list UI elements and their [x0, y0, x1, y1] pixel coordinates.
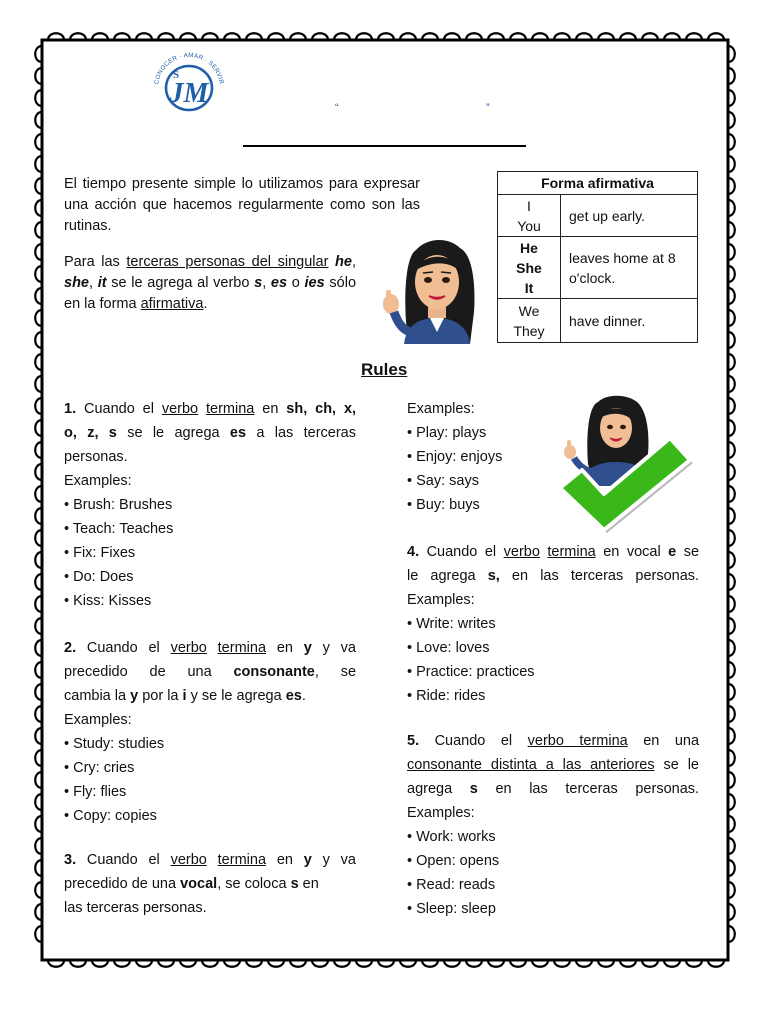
list-item: • Write: writes	[407, 616, 496, 632]
list-item: • Do: Does	[64, 569, 134, 585]
avatar-thumbs-up-with-check	[558, 394, 698, 534]
list-item: • Say: says	[407, 473, 479, 489]
title-open-quote: “	[335, 102, 339, 114]
table-row	[498, 299, 698, 343]
logo-monogram: JM	[169, 78, 209, 109]
phrase-cell: have dinner.	[561, 299, 698, 343]
list-item: • Ride: rides	[407, 688, 486, 704]
list-item: • Kiss: Kisses	[64, 593, 152, 609]
pronoun-cell: I You	[498, 195, 561, 237]
pronoun-cell: We They	[498, 299, 561, 343]
title-close-quote: ”	[486, 102, 490, 114]
affirmative-form-table	[497, 171, 698, 343]
list-item: • Practice: practices	[407, 664, 535, 680]
list-item: • Brush: Brushes	[64, 497, 173, 513]
list-item: • Love: loves	[407, 640, 490, 656]
rule-4: 4. Cuando el verbo termina en vocal e se le agrega s, en las terceras personas. Examples: • Write: writes • Love: loves • Practice: practices • Ride: rides	[407, 540, 699, 708]
list-item: • Copy: copies	[64, 808, 157, 824]
table-row	[498, 237, 698, 299]
rule-3: 3. Cuando el verbo termina en y y va precedido de una vocal, se coloca s en las terceras personas.	[64, 852, 356, 916]
list-item: • Read: reads	[407, 877, 496, 893]
list-item: • Teach: Teaches	[64, 521, 174, 537]
affirmative-word: afirmativa	[140, 296, 204, 312]
list-item: • Fix: Fixes	[64, 545, 136, 561]
list-item: • Sleep: sleep	[407, 901, 496, 917]
list-item: • Work: works	[407, 829, 496, 845]
list-item: • Study: studies	[64, 736, 165, 752]
rules-heading: Rules	[361, 360, 408, 379]
list-item: • Play: plays	[407, 425, 487, 441]
list-item: • Fly: flies	[64, 784, 127, 800]
rule-2: 2. Cuando el verbo termina en y y va precedido de una consonante, se cambia la y por la i y se le agrega es. Examples: • Study: studies • Cry: cries • Fly: flies • Copy: copies	[64, 636, 356, 828]
list-item: • Buy: buys	[407, 497, 480, 513]
phrase-cell: get up early.	[561, 195, 698, 237]
rule-3-examples: Examples: • Play: plays • Enjoy: enjoys • Say: says • Buy: buys	[407, 397, 557, 517]
logo-small-mark: S	[172, 69, 180, 81]
pronoun-cell: He She It	[498, 237, 561, 299]
avatar-teacher-waving	[376, 232, 488, 344]
rule-1: 1. Cuando el verbo termina en sh, ch, x, o, z, s se le agrega es a las terceras personas. Examples: • Brush: Brushes • Teach: Teaches • Fix: Fixes • Do: Does • Kiss: Kisses	[64, 397, 356, 613]
school-logo	[150, 48, 228, 116]
logo-arc-text: CONOCER · AMAR · SERVIR	[153, 51, 225, 85]
list-item: • Enjoy: enjoys	[407, 449, 503, 465]
table-header: Forma afirmativa	[498, 172, 698, 195]
intro-paragraph-2: Para las terceras personas del singular he, she, it se le agrega al verbo s, es o ies sólo en la forma afirmativa.	[64, 254, 357, 312]
rule-5: 5. Cuando el verbo termina en una consonante distinta a las anteriores se le agrega s en las terceras personas. Examples: • Work: works • Open: opens • Read: reads • Sleep: sleep	[407, 729, 699, 921]
list-item: • Open: opens	[407, 853, 500, 869]
table-row	[498, 195, 698, 237]
intro-paragraph-1: El tiempo presente simple lo utilizamos para expresar una acción que hacemos regularmente como son las rutinas.	[64, 176, 420, 234]
list-item: • Cry: cries	[64, 760, 135, 776]
phrase-cell: leaves home at 8 o'clock.	[561, 237, 698, 299]
title-underline	[243, 145, 526, 147]
third-person-phrase: terceras personas del singular	[126, 254, 329, 270]
